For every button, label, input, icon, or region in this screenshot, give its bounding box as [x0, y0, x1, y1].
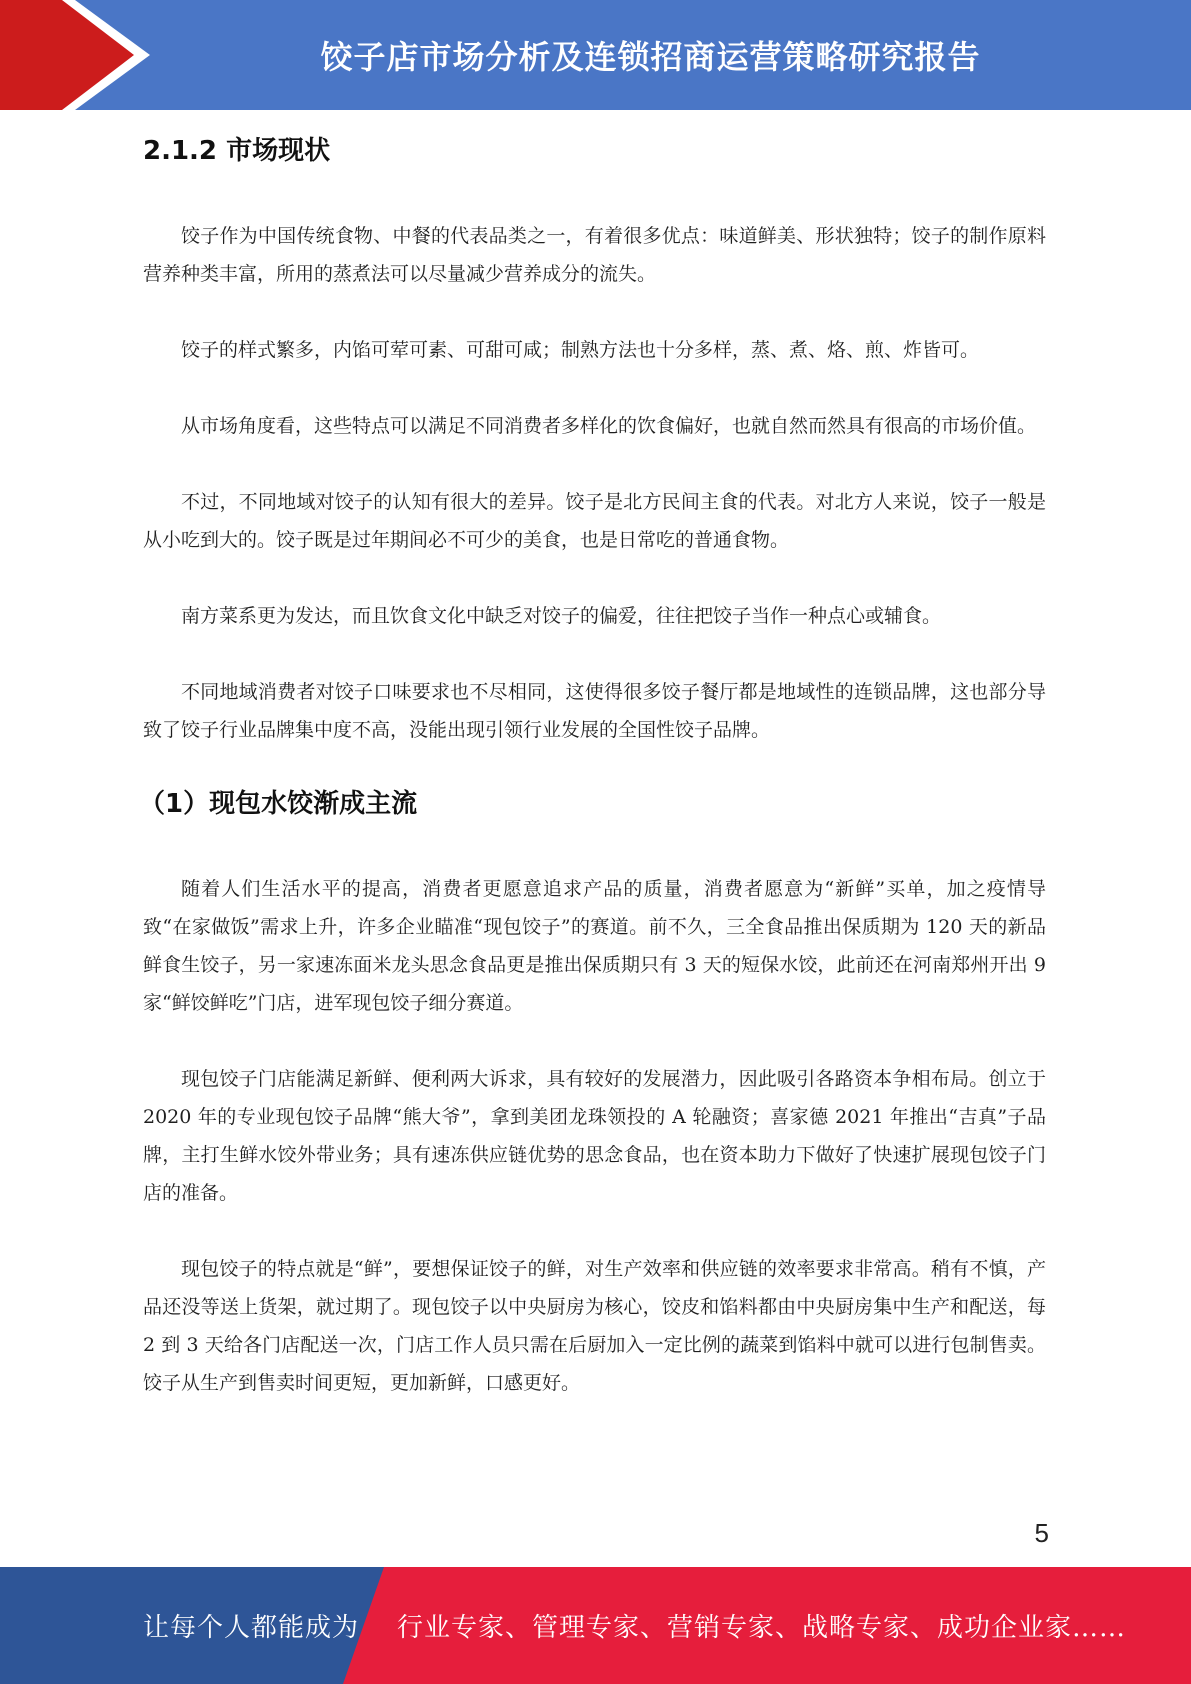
paragraph: 不同地域消费者对饺子口味要求也不尽相同，这使得很多饺子餐厅都是地域性的连锁品牌，这也部分导致了饺子行业品牌集中度不高，没能出现引领行业发展的全国性饺子品牌。: [143, 681, 1046, 741]
paragraph: 饺子的样式繁多，内馅可荤可素、可甜可咸；制熟方法也十分多样，蒸、煮、烙、煎、炸皆可。: [181, 339, 980, 361]
footer-band: [0, 1567, 1191, 1684]
footer-slogan-right: 行业专家、管理专家、营销专家、战略专家、成功企业家……: [397, 1613, 1127, 1643]
page-number: 5: [1034, 1518, 1049, 1548]
page-content: [139, 128, 1046, 1402]
header-arrow-decoration: [0, 0, 160, 110]
subsection-heading: （1）现包水饺渐成主流: [139, 789, 418, 819]
footer-slogan-left: 让每个人都能成为: [143, 1613, 360, 1643]
paragraph: 随着人们生活水平的提高，消费者更愿意追求产品的质量，消费者愿意为“新鲜”买单，加之疫情导致“在家做饭”需求上升，许多企业瞄准“现包饺子”的赛道。前不久，三全食品推出保质期为 120 天的新品鲜食生饺子，另一家速冻面米龙头思念食品更是推出保质期只有 3 天的短保水饺，此前还在河南郑州开出 9 家“鲜饺鲜吃”门店，进军现包饺子细分赛道。: [143, 878, 1046, 1014]
paragraph: 现包饺子门店能满足新鲜、便利两大诉求，具有较好的发展潜力，因此吸引各路资本争相布局。创立于 2020 年的专业现包饺子品牌“熊大爷”，拿到美团龙珠领投的 A 轮融资；喜家德 2021 年推出“吉真”子品牌，主打生鲜水饺外带业务；具有速冻供应链优势的思念食品，也在资本助力下做好了快速扩展现包饺子门店的准备。: [143, 1068, 1046, 1204]
paragraph: 现包饺子的特点就是“鲜”，要想保证饺子的鲜，对生产效率和供应链的效率要求非常高。稍有不慎，产品还没等送上货架，就过期了。现包饺子以中央厨房为核心，饺皮和馅料都由中央厨房集中生产和配送，每 2 到 3 天给各门店配送一次，门店工作人员只需在后厨加入一定比例的蔬菜到馅料中就可以进行包制售卖。饺子从生产到售卖时间更短，更加新鲜，口感更好。: [143, 1258, 1046, 1394]
header-band: [0, 0, 1191, 110]
paragraph: 饺子作为中国传统食物、中餐的代表品类之一，有着很多优点：味道鲜美、形状独特；饺子的制作原料营养种类丰富，所用的蒸煮法可以尽量减少营养成分的流失。: [143, 225, 1046, 285]
report-title: 饺子店市场分析及连锁招商运营策略研究报告: [320, 38, 981, 76]
paragraph: 不过，不同地域对饺子的认知有很大的差异。饺子是北方民间主食的代表。对北方人来说，饺子一般是从小吃到大的。饺子既是过年期间必不可少的美食，也是日常吃的普通食物。: [143, 491, 1046, 551]
paragraph: 从市场角度看，这些特点可以满足不同消费者多样化的饮食偏好，也就自然而然具有很高的市场价值。: [181, 415, 1037, 437]
section-heading: 2.1.2 市场现状: [143, 136, 331, 166]
paragraph: 南方菜系更为发达，而且饮食文化中缺乏对饺子的偏爱，往往把饺子当作一种点心或辅食。: [181, 605, 942, 627]
